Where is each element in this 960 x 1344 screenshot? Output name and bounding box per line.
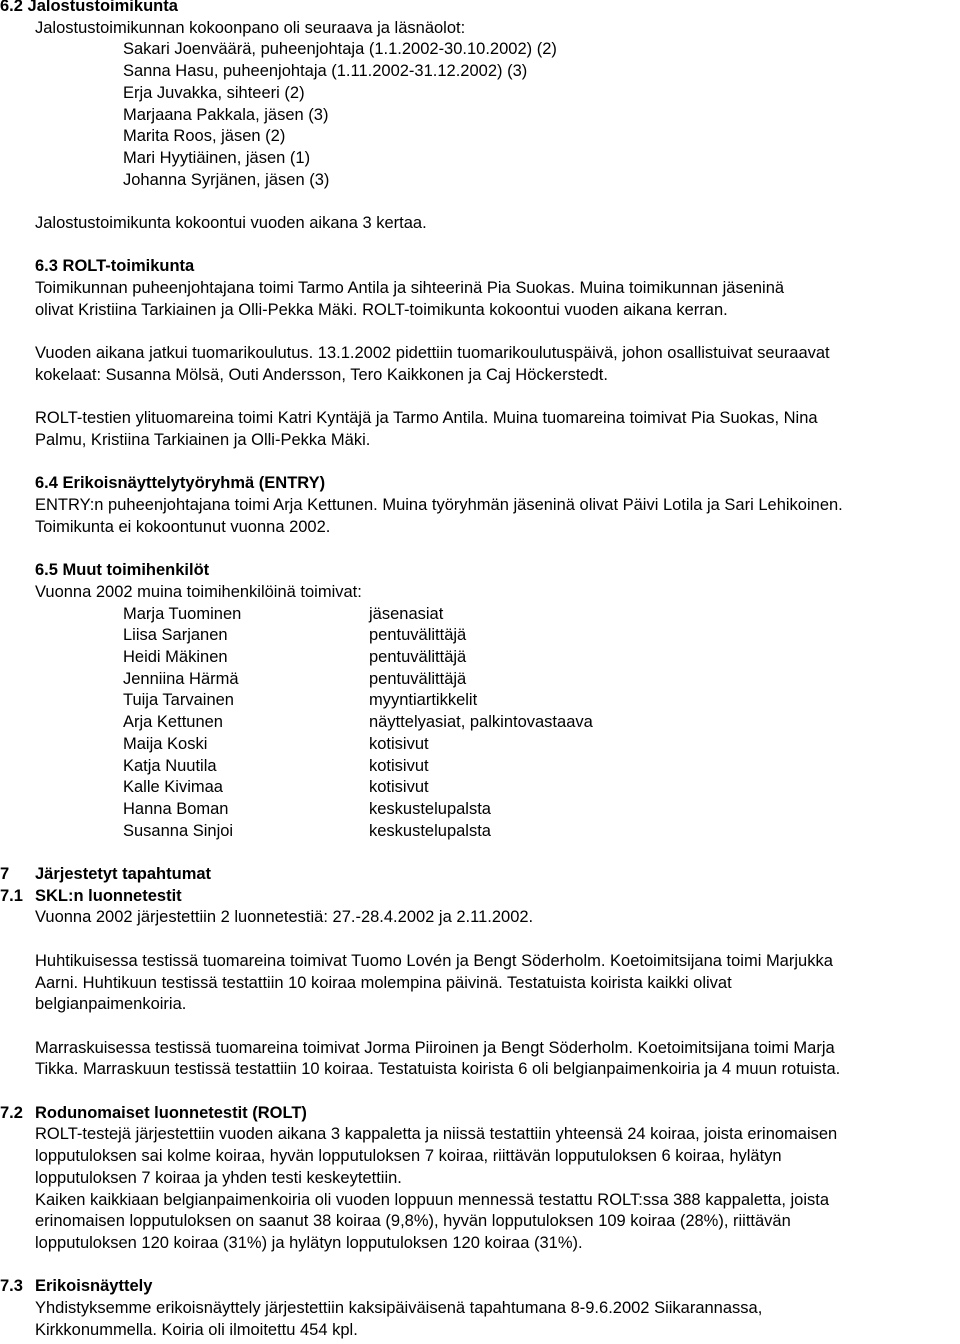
staff-name: Jenniina Härmä [123,669,239,688]
paragraph-line: Toimikunta ei kokoontunut vuonna 2002. [35,517,331,536]
staff-role: jäsenasiat [369,604,444,623]
staff-name: Susanna Sinjoi [123,821,234,840]
staff-name: Tuija Tarvainen [123,691,234,710]
staff-role: näyttelyasiat, palkintovastaava [369,713,593,732]
member-item: Marita Roos, jäsen (2) [123,127,286,146]
paragraph-line: lopputuloksen 7 koiraa ja yhden testi keskeytettiin. [35,1168,402,1187]
staff-table [123,604,593,843]
paragraph-line: ENTRY:n puheenjohtajana toimi Arja Kettunen. Muina työryhmän jäseninä olivat Päivi Lotila ja Sari Lehikoinen. [35,496,843,515]
staff-role: pentuvälittäjä [369,669,467,688]
paragraph-line: Marraskuisessa testissä tuomareina toimivat Jorma Piiroinen ja Bengt Söderholm. Koetoimitsijana toimi Marja [35,1038,835,1057]
member-list [0,39,960,191]
table-row [123,625,593,647]
section-number: 7.1 [0,886,23,905]
section-6-5 [0,560,960,842]
section-heading [0,1103,960,1125]
section-title: Erikoisnäyttely [35,1277,153,1296]
paragraph-line: Jalostustoimikunta kokoontui vuoden aikana 3 kertaa. [35,214,427,233]
paragraph-line: ROLT-testejä järjestettiin vuoden aikana 3 kappaletta ja niissä testattiin yhteensä 24 koiraa, joista erinomaisen [35,1125,838,1144]
member-item: Mari Hyytiäinen, jäsen (1) [123,148,311,167]
staff-role: pentuvälittäjä [369,626,467,645]
paragraph-line: Vuonna 2002 järjestettiin 2 luonnetestiä: 27.-28.4.2002 ja 2.11.2002. [35,908,534,927]
paragraph-line: Toimikunnan puheenjohtajana toimi Tarmo Antila ja sihteerinä Pia Suokas. Muina toimikunnan jäseninä [35,279,785,298]
paragraph-line: Yhdistyksemme erikoisnäyttely järjestettiin kaksipäiväisenä tapahtumana 8-9.6.2002 Siikarannassa, [35,1299,763,1318]
section-title: ROLT-toimikunta [62,257,195,276]
staff-role: myyntiartikkelit [369,691,478,710]
staff-name: Liisa Sarjanen [123,626,228,645]
section-7 [0,864,960,886]
section-heading [0,560,960,582]
paragraph-line: Tikka. Marraskuun testissä testattiin 10 koiraa. Testatuista koirista 6 oli belgianpaimenkoiria ja 4 muun rotuista. [35,1060,841,1079]
member-item: Sakari Joenväärä, puheenjohtaja (1.1.2002-30.10.2002) (2) [123,40,557,59]
staff-role: kotisivut [369,778,429,797]
paragraph-line: olivat Kristiina Tarkiainen ja Olli-Pekka Mäki. ROLT-toimikunta kokoontui vuoden aikana kerran. [35,300,728,319]
table-row [123,777,593,799]
staff-role: kotisivut [369,756,429,775]
staff-name: Heidi Mäkinen [123,648,228,666]
paragraph-line: Huhtikuisessa testissä tuomareina toimivat Tuomo Lovén ja Bengt Söderholm. Koetoimitsijana toimi Marjukka [35,951,833,970]
section-number: 6.3 [35,257,58,276]
section-title: Rodunomaiset luonnetestit (ROLT) [35,1103,307,1122]
staff-role: pentuvälittäjä [369,648,467,666]
section-7-1 [0,886,960,1081]
section-6-2 [0,0,960,235]
staff-name: Marja Tuominen [123,604,242,623]
staff-name: Katja Nuutila [123,756,217,775]
table-row [123,734,593,756]
paragraph-line: erinomaisen lopputuloksen on saanut 38 koiraa (9,8%), hyvän lopputuloksen 109 koiraa (28%), riittävän [35,1212,791,1231]
paragraph-line: Aarni. Huhtikuun testissä testattiin 10 koiraa molempina päivinä. Testatuista koirista kaikki olivat [35,973,732,992]
section-7-3 [0,1276,960,1341]
staff-role: kotisivut [369,734,429,753]
table-row [123,756,593,778]
section-number: 6.5 [35,561,58,580]
paragraph-line: lopputuloksen 120 koiraa (31%) ja hylätyn lopputuloksen 120 koiraa (31%). [35,1233,583,1252]
section-7-2 [0,1103,960,1255]
staff-role: keskustelupalsta [369,821,491,840]
member-item: Marjaana Pakkala, jäsen (3) [123,105,329,124]
section-title: Jalostustoimikunta [27,0,178,15]
table-row [123,669,593,691]
table-row [123,712,593,734]
paragraph-line: Palmu, Kristiina Tarkiainen ja Olli-Pekka Mäki. [35,431,371,449]
paragraph-line: Kirkkonummella. Koiria oli ilmoitettu 454 kpl. [35,1320,358,1339]
paragraph-line: Kaiken kaikkiaan belgianpaimenkoiria oli vuoden loppuun mennessä testattu ROLT:ssa 388 kappaletta, joista [35,1190,830,1209]
section-heading [0,886,960,908]
section-title: Järjestetyt tapahtumat [35,865,212,884]
section-number: 7 [0,865,10,884]
section-title: Muut toimihenkilöt [62,561,210,580]
member-item: Erja Juvakka, sihteeri (2) [123,83,305,102]
section-6-3 [0,256,960,451]
section-number: 7.3 [0,1277,23,1296]
table-row [123,604,593,626]
member-item: Johanna Syrjänen, jäsen (3) [123,170,330,189]
paragraph-line: Jalostustoimikunnan kokoonpano oli seuraava ja läsnäolot: [35,18,466,37]
paragraph-line: Vuoden aikana jatkui tuomarikoulutus. 13.1.2002 pidettiin tuomarikoulutuspäivä, johon osallistuivat seuraavat [35,344,830,363]
staff-name: Maija Koski [123,734,208,753]
paragraph-line: kokelaat: Susanna Mölsä, Outi Andersson, Tero Kaikkonen ja Caj Höckerstedt. [35,365,608,384]
staff-name: Hanna Boman [123,799,229,818]
member-item: Sanna Hasu, puheenjohtaja (1.11.2002-31.12.2002) (3) [123,62,528,81]
section-6-4 [0,473,960,538]
section-title: SKL:n luonnetestit [35,886,182,905]
section-number: 6.4 [35,474,58,493]
staff-name: Arja Kettunen [123,713,223,732]
section-heading [0,473,960,495]
paragraph-line: Vuonna 2002 muina toimihenkilöinä toimivat: [35,582,362,601]
paragraph-line: ROLT-testien ylituomareina toimi Katri Kyntäjä ja Tarmo Antila. Muina tuomareina toimivat Pia Suokas, Nina [35,409,818,428]
paragraph-line: belgianpaimenkoiria. [35,995,187,1014]
section-heading [0,0,960,18]
table-row [123,799,593,821]
section-number: 7.2 [0,1103,23,1122]
section-title: Erikoisnäyttelytyöryhmä (ENTRY) [62,474,326,493]
section-heading [0,1276,960,1298]
table-row [123,647,593,669]
staff-name: Kalle Kivimaa [123,778,223,797]
section-heading [0,256,960,278]
paragraph-line: lopputuloksen sai kolme koiraa, hyvän lopputuloksen 7 koiraa, riittävän lopputuloksen 6 koiraa, hylätyn [35,1147,782,1166]
section-number: 6.2 [0,0,23,15]
chapter-heading [0,864,960,886]
table-row [123,690,593,712]
staff-role: keskustelupalsta [369,799,491,818]
table-row [123,821,593,843]
